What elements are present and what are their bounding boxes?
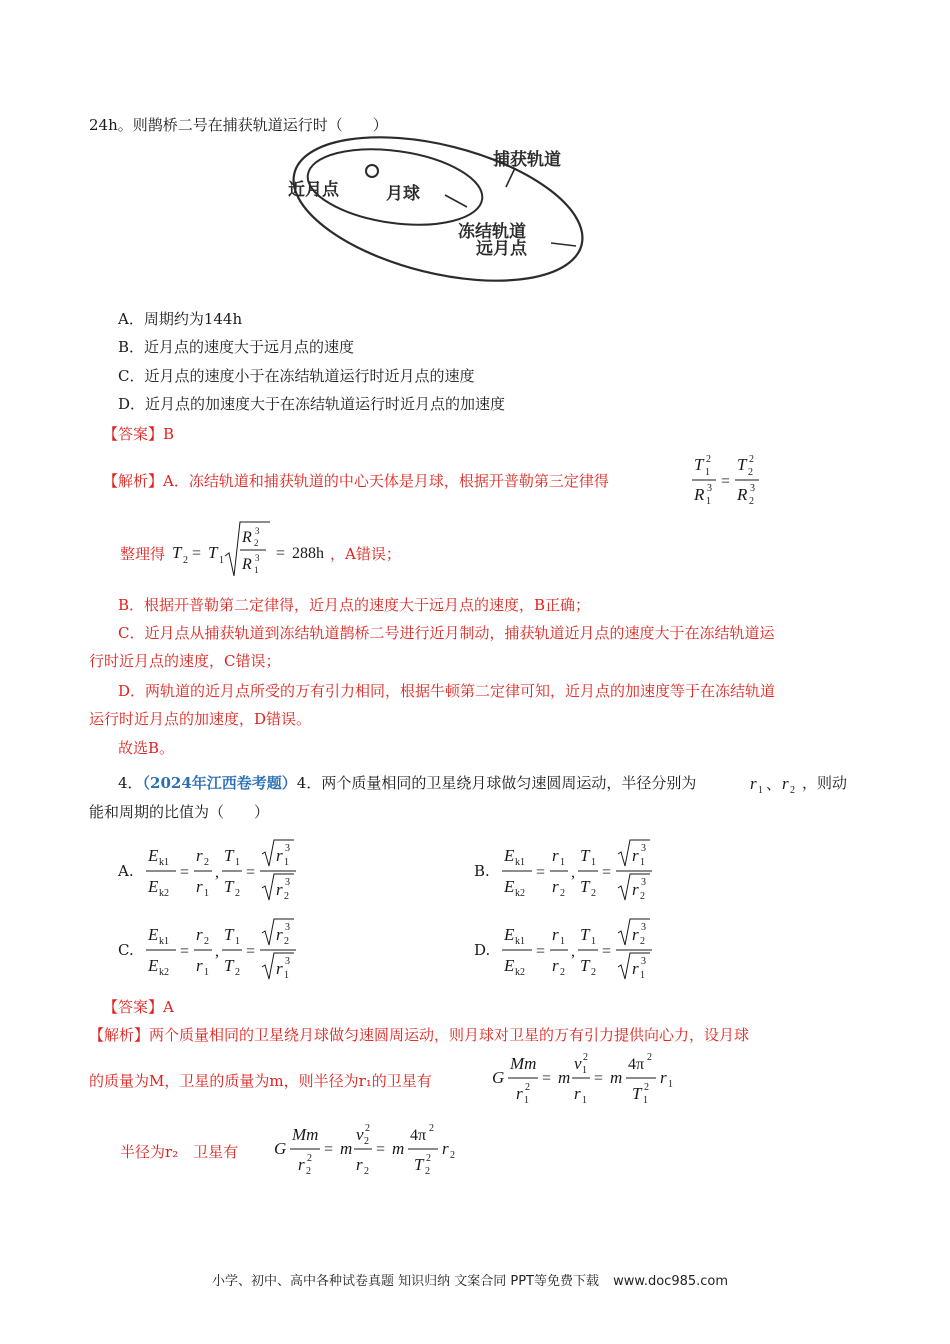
svg-text:,: , <box>571 943 575 960</box>
svg-text:r: r <box>196 956 203 975</box>
svg-text:1: 1 <box>204 967 209 978</box>
q4-analysis-label: 【解析】 <box>89 1026 150 1044</box>
q4-stem1-end: ，则动 <box>802 774 848 792</box>
q4-stem-line1 <box>118 772 696 794</box>
svg-text:1: 1 <box>591 936 596 947</box>
q4-source: （2024年江西卷考题） <box>142 774 297 792</box>
analysis-label: 【解析】 <box>103 472 164 490</box>
svg-text:2: 2 <box>429 1123 434 1134</box>
svg-text:=: = <box>542 1070 552 1087</box>
svg-text:2: 2 <box>183 555 188 566</box>
svg-text:T: T <box>737 455 747 474</box>
svg-text:3: 3 <box>641 956 646 967</box>
svg-text:Mm: Mm <box>510 1054 537 1073</box>
q4-answer <box>103 996 174 1018</box>
q3-analysis-a2-prefix: 整理得 <box>120 545 166 563</box>
svg-text:2: 2 <box>450 1150 455 1161</box>
q4-stem1: 4．两个质量相同的卫星绕月球做匀速圆周运动，半径分别为 <box>296 774 697 792</box>
svg-text:r: r <box>516 1084 523 1103</box>
svg-text:2: 2 <box>790 785 795 796</box>
svg-text:T: T <box>580 956 590 975</box>
svg-text:2: 2 <box>235 967 240 978</box>
svg-text:r: r <box>196 846 203 865</box>
svg-text:r: r <box>552 877 559 896</box>
svg-text:m: m <box>392 1139 405 1158</box>
svg-text:1: 1 <box>668 1079 673 1090</box>
svg-text:2: 2 <box>647 1052 652 1063</box>
q4-option-c-formula <box>144 915 314 985</box>
q4-option-d-formula <box>500 915 670 985</box>
q4-option-b-formula <box>500 836 670 906</box>
svg-text:v: v <box>356 1125 364 1144</box>
page-footer <box>0 1270 950 1289</box>
svg-text:T: T <box>224 846 234 865</box>
q3-analysis-d2: 运行时近月点的加速度，D错误。 <box>89 710 312 728</box>
svg-text:T: T <box>208 543 218 562</box>
q3-analysis-c1: C．近月点从捕获轨道到冻结轨道鹊桥二号进行近月制动，捕获轨道近月点的速度大于在冻结轨道运 <box>118 624 775 642</box>
apolune-label: 远月点 <box>476 239 527 259</box>
svg-text:k2: k2 <box>515 888 525 899</box>
svg-text:2: 2 <box>306 1166 311 1177</box>
q4-analysis-line3: 半径为r₂ 卫星有 <box>120 1143 239 1161</box>
moon-circle <box>366 165 378 177</box>
kepler-third-law-formula <box>688 450 768 510</box>
q3-analysis-c2: 行时近月点的速度，C错误； <box>89 652 281 670</box>
svg-text:=: = <box>246 864 256 881</box>
period-formula <box>170 518 350 582</box>
svg-text:r: r <box>276 959 283 978</box>
svg-text:r: r <box>574 1084 581 1103</box>
svg-text:k1: k1 <box>159 936 169 947</box>
svg-text:r: r <box>632 880 639 899</box>
analysis-a-text: A．冻结轨道和捕获轨道的中心天体是月球，根据开普勒第三定律得 <box>163 472 609 490</box>
svg-text:2: 2 <box>425 1166 430 1177</box>
svg-text:1: 1 <box>219 555 224 566</box>
q4-answer-value: A <box>163 998 174 1016</box>
svg-text:1: 1 <box>582 1065 587 1076</box>
svg-text:3: 3 <box>255 553 260 563</box>
answer-label: 【答案】 <box>103 425 164 443</box>
svg-text:E: E <box>148 956 159 975</box>
svg-text:E: E <box>148 846 159 865</box>
svg-text:r: r <box>632 925 639 944</box>
svg-text:r: r <box>196 877 203 896</box>
svg-text:=: = <box>192 545 202 562</box>
q4-option-a-label: A. <box>118 862 134 880</box>
svg-text:2: 2 <box>204 936 209 947</box>
svg-text:k2: k2 <box>159 888 169 899</box>
svg-text:2: 2 <box>560 967 565 978</box>
svg-text:2: 2 <box>254 538 259 548</box>
svg-text:3: 3 <box>750 483 755 494</box>
q3-option-b: B．近月点的速度大于远月点的速度 <box>118 338 355 356</box>
svg-text:1: 1 <box>235 936 240 947</box>
svg-text:2: 2 <box>364 1136 369 1147</box>
svg-text:m: m <box>610 1068 623 1087</box>
svg-text:T: T <box>580 925 590 944</box>
svg-text:2: 2 <box>706 454 711 465</box>
q3-analysis-a <box>103 470 609 492</box>
q4-stem-line2: 能和周期的比值为（ ） <box>89 803 270 821</box>
q3-stem: 24h。则鹊桥二号在捕获轨道运行时（ ） <box>89 116 388 134</box>
svg-text:T: T <box>224 925 234 944</box>
q4-number: 4． <box>118 774 143 792</box>
svg-text:r: r <box>660 1068 667 1087</box>
svg-text:=: = <box>602 864 612 881</box>
svg-text:=: = <box>721 473 731 490</box>
perilune-label: 近月点 <box>288 180 339 200</box>
svg-text:=: = <box>536 864 546 881</box>
svg-text:1: 1 <box>591 857 596 868</box>
svg-text:2: 2 <box>591 967 596 978</box>
svg-text:R: R <box>242 556 252 573</box>
q3-conclusion: 故选B。 <box>118 739 175 757</box>
capture-orbit-label: 捕获轨道 <box>493 150 561 170</box>
svg-text:1: 1 <box>524 1095 529 1106</box>
svg-text:1: 1 <box>640 970 645 981</box>
svg-text:k1: k1 <box>159 857 169 868</box>
q3-option-c: C．近月点的速度小于在冻结轨道运行时近月点的速度 <box>118 367 475 385</box>
svg-text:=: = <box>180 864 190 881</box>
svg-text:2: 2 <box>640 891 645 902</box>
svg-text:1: 1 <box>235 857 240 868</box>
svg-text:3: 3 <box>641 843 646 854</box>
footer-url[interactable]: www.doc985.com <box>613 1274 729 1289</box>
answer-value: B <box>163 425 175 443</box>
svg-text:=: = <box>594 1070 604 1087</box>
svg-text:r: r <box>782 774 789 793</box>
q3-option-d: D．近月点的加速度大于在冻结轨道运行时近月点的加速度 <box>118 395 506 413</box>
svg-text:1: 1 <box>706 496 711 507</box>
svg-text:=: = <box>180 943 190 960</box>
svg-text:2: 2 <box>204 857 209 868</box>
svg-text:3: 3 <box>641 922 646 933</box>
svg-text:k1: k1 <box>515 936 525 947</box>
svg-text:2: 2 <box>307 1153 312 1164</box>
svg-text:T: T <box>224 956 234 975</box>
svg-text:1: 1 <box>204 888 209 899</box>
svg-text:r: r <box>632 846 639 865</box>
svg-text:2: 2 <box>591 888 596 899</box>
svg-text:E: E <box>504 846 515 865</box>
svg-text:m: m <box>558 1068 571 1087</box>
svg-text:E: E <box>148 925 159 944</box>
svg-text:1: 1 <box>284 970 289 981</box>
svg-text:T: T <box>694 455 704 474</box>
q4-option-d-label: D. <box>474 941 491 959</box>
svg-text:2: 2 <box>364 1166 369 1177</box>
footer-text: 小学、初中、高中各种试卷真题 知识归纳 文案合同 PPT等免费下载 <box>211 1274 599 1289</box>
svg-text:1: 1 <box>640 857 645 868</box>
svg-text:3: 3 <box>285 843 290 854</box>
period-value: 288h <box>292 545 324 562</box>
svg-text:r: r <box>276 925 283 944</box>
frozen-orbit-label: 冻结轨道 <box>458 222 526 242</box>
svg-text:E: E <box>504 877 515 896</box>
gravity-formula-r2 <box>272 1122 472 1182</box>
svg-text:r: r <box>276 880 283 899</box>
q4-option-a-formula <box>144 836 314 906</box>
svg-text:r: r <box>552 846 559 865</box>
gravity-formula-r1 <box>490 1051 690 1111</box>
svg-text:2: 2 <box>749 496 754 507</box>
apolune-leader <box>551 243 576 246</box>
svg-text:3: 3 <box>285 956 290 967</box>
q3-option-a: A．周期约为144h <box>118 310 243 328</box>
svg-text:T: T <box>632 1084 642 1103</box>
svg-text:1: 1 <box>560 936 565 947</box>
q4-analysis-line1 <box>89 1024 749 1046</box>
q3-analysis-d1: D．两轨道的近月点所受的万有引力相同，根据牛顿第二定律可知，近月点的加速度等于在冻结轨道 <box>118 682 776 700</box>
svg-text:R: R <box>242 529 252 546</box>
svg-text:3: 3 <box>707 483 712 494</box>
svg-text:G: G <box>492 1068 505 1087</box>
svg-text:r: r <box>442 1139 449 1158</box>
svg-text:r: r <box>196 925 203 944</box>
svg-text:E: E <box>148 877 159 896</box>
svg-text:,: , <box>215 943 219 960</box>
svg-text:R: R <box>737 485 748 504</box>
r1-r2-symbols <box>748 772 800 798</box>
svg-text:k2: k2 <box>159 967 169 978</box>
svg-text:r: r <box>750 774 757 793</box>
svg-text:m: m <box>340 1139 353 1158</box>
svg-text:r: r <box>632 959 639 978</box>
svg-text:2: 2 <box>235 888 240 899</box>
svg-text:,: , <box>215 864 219 881</box>
moon-label: 月球 <box>386 184 420 204</box>
svg-text:2: 2 <box>525 1082 530 1093</box>
svg-text:G: G <box>274 1139 287 1158</box>
svg-text:2: 2 <box>284 891 289 902</box>
svg-text:3: 3 <box>641 877 646 888</box>
svg-text:r: r <box>552 956 559 975</box>
svg-text:1: 1 <box>705 467 710 478</box>
svg-text:、: 、 <box>766 777 782 793</box>
q4-analysis-line2: 的质量为M，卫星的质量为m，则半径为r₁的卫星有 <box>89 1072 432 1090</box>
svg-text:1: 1 <box>560 857 565 868</box>
svg-text:4π: 4π <box>410 1127 427 1144</box>
svg-text:3: 3 <box>255 526 260 536</box>
svg-text:2: 2 <box>748 467 753 478</box>
svg-text:k1: k1 <box>515 857 525 868</box>
svg-text:1: 1 <box>254 565 259 575</box>
svg-text:R: R <box>694 485 705 504</box>
svg-text:2: 2 <box>426 1153 431 1164</box>
svg-text:2: 2 <box>560 888 565 899</box>
svg-text:=: = <box>376 1141 386 1158</box>
q4-analysis1: 两个质量相同的卫星绕月球做匀速圆周运动，则月球对卫星的万有引力提供向心力，设月球 <box>149 1026 750 1044</box>
svg-text:T: T <box>580 846 590 865</box>
svg-text:=: = <box>536 943 546 960</box>
svg-text:1: 1 <box>643 1095 648 1106</box>
q3-analysis-a2-suffix: ，A错误； <box>330 545 401 563</box>
svg-text:T: T <box>414 1155 424 1174</box>
q3-analysis-b: B．根据开普勒第二定律得，近月点的速度大于远月点的速度，B正确； <box>118 596 591 614</box>
svg-text:=: = <box>602 943 612 960</box>
svg-text:2: 2 <box>644 1082 649 1093</box>
q4-option-c-label: C. <box>118 941 134 959</box>
svg-text:Mm: Mm <box>292 1125 319 1144</box>
svg-text:2: 2 <box>583 1052 588 1063</box>
svg-text:=: = <box>276 545 286 562</box>
q4-option-b-label: B. <box>474 862 490 880</box>
svg-text:1: 1 <box>758 785 763 796</box>
svg-text:1: 1 <box>284 857 289 868</box>
svg-text:1: 1 <box>582 1095 587 1106</box>
capture-leader <box>506 168 515 187</box>
svg-text:k2: k2 <box>515 967 525 978</box>
svg-text:v: v <box>574 1054 582 1073</box>
svg-text:r: r <box>276 846 283 865</box>
svg-text:T: T <box>224 877 234 896</box>
svg-text:T: T <box>580 877 590 896</box>
svg-text:4π: 4π <box>628 1056 645 1073</box>
svg-text:r: r <box>298 1155 305 1174</box>
svg-text:E: E <box>504 925 515 944</box>
frozen-leader <box>445 195 467 207</box>
svg-text:2: 2 <box>749 454 754 465</box>
q4-answer-label: 【答案】 <box>103 998 164 1016</box>
svg-text:E: E <box>504 956 515 975</box>
q3-answer <box>103 423 174 445</box>
svg-text:,: , <box>571 864 575 881</box>
svg-text:3: 3 <box>285 877 290 888</box>
svg-text:2: 2 <box>284 936 289 947</box>
svg-text:2: 2 <box>640 936 645 947</box>
svg-text:r: r <box>552 925 559 944</box>
svg-text:T: T <box>172 543 182 562</box>
svg-text:=: = <box>324 1141 334 1158</box>
svg-text:=: = <box>246 943 256 960</box>
svg-text:3: 3 <box>285 922 290 933</box>
svg-text:r: r <box>356 1155 363 1174</box>
svg-text:2: 2 <box>365 1123 370 1134</box>
